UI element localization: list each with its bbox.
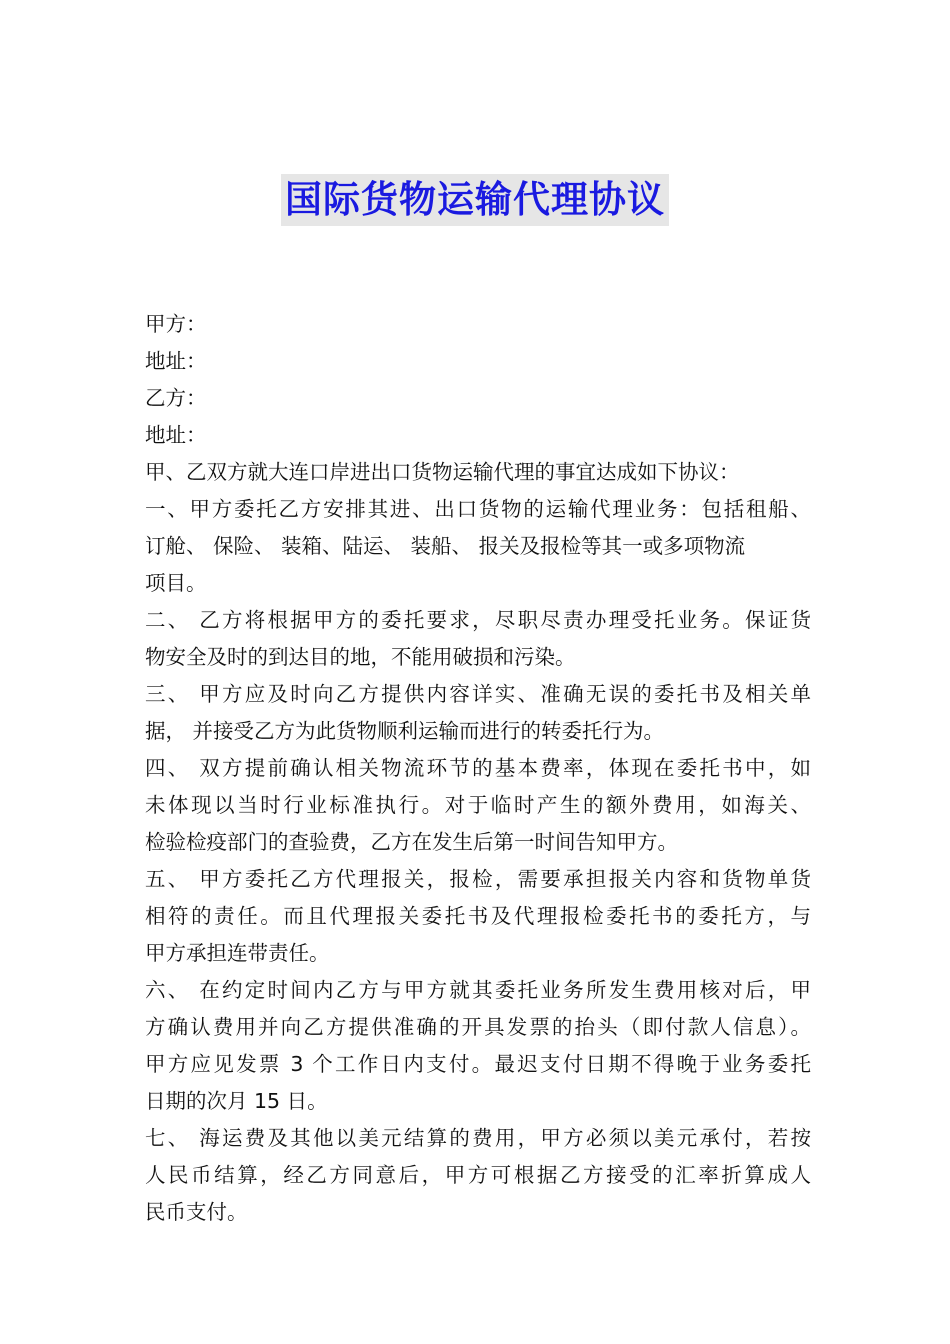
clause-4 (145, 750, 811, 861)
clause-line: 方确认费用并向乙方提供准确的开具发票的抬头（即付款人信息）。 (145, 1015, 811, 1039)
document-title-container (0, 174, 950, 226)
clause-line: 未体现以当时行业标准执行。对于临时产生的额外费用，如海关、 (145, 793, 811, 817)
clause-line: 五、 甲方委托乙方代理报关，报检，需要承担报关内容和货物单货 (145, 867, 811, 891)
field-address-b: 地址： (145, 423, 207, 447)
clause-line: 二、 乙方将根据甲方的委托要求，尽职尽责办理受托业务。保证货 (145, 608, 811, 632)
clause-line: 甲方承担连带责任。 (145, 941, 330, 965)
clause-line: 相符的责任。而且代理报关委托书及代理报检委托书的委托方，与 (145, 904, 811, 928)
document-title: 国际货物运输代理协议 (281, 174, 669, 226)
intro-paragraph: 甲、乙双方就大连口岸进出口货物运输代理的事宜达成如下协议： (145, 460, 740, 484)
clause-7 (145, 1120, 811, 1231)
clause-3 (145, 676, 811, 750)
clause-line: 七、 海运费及其他以美元结算的费用，甲方必须以美元承付，若按 (145, 1126, 811, 1150)
clause-line: 检验检疫部门的查验费，乙方在发生后第一时间告知甲方。 (145, 830, 678, 854)
clause-6 (145, 972, 811, 1120)
field-party-a: 甲方： (145, 312, 207, 336)
clause-line: 据， 并接受乙方为此货物顺利运输而进行的转委托行为。 (145, 719, 665, 743)
clause-line: 人民币结算，经乙方同意后，甲方可根据乙方接受的汇率折算成人 (145, 1163, 811, 1187)
clause-line: 甲方应见发票 3 个工作日内支付。最迟支付日期不得晚于业务委托 (145, 1052, 811, 1076)
clause-line: 物安全及时的到达目的地，不能用破损和污染。 (145, 645, 576, 669)
clause-line: 一、甲方委托乙方安排其进、出口货物的运输代理业务：包括租船、 (145, 497, 811, 521)
field-party-b: 乙方： (145, 386, 207, 410)
field-address-a: 地址： (145, 349, 207, 373)
clause-line: 民币支付。 (145, 1200, 248, 1224)
clause-line: 日期的次月 15 日。 (145, 1089, 328, 1113)
clause-line: 订舱、 保险、 装箱、陆运、 装船、 报关及报检等其一或多项物流 (145, 534, 746, 558)
clause-line: 项目。 (145, 571, 207, 595)
clause-line: 三、 甲方应及时向乙方提供内容详实、准确无误的委托书及相关单 (145, 682, 811, 706)
clause-line: 六、 在约定时间内乙方与甲方就其委托业务所发生费用核对后，甲 (145, 978, 811, 1002)
clause-line: 四、 双方提前确认相关物流环节的基本费率，体现在委托书中，如 (145, 756, 811, 780)
clause-1 (145, 491, 811, 602)
document-body (145, 306, 811, 1231)
clause-2 (145, 602, 811, 676)
clause-5 (145, 861, 811, 972)
